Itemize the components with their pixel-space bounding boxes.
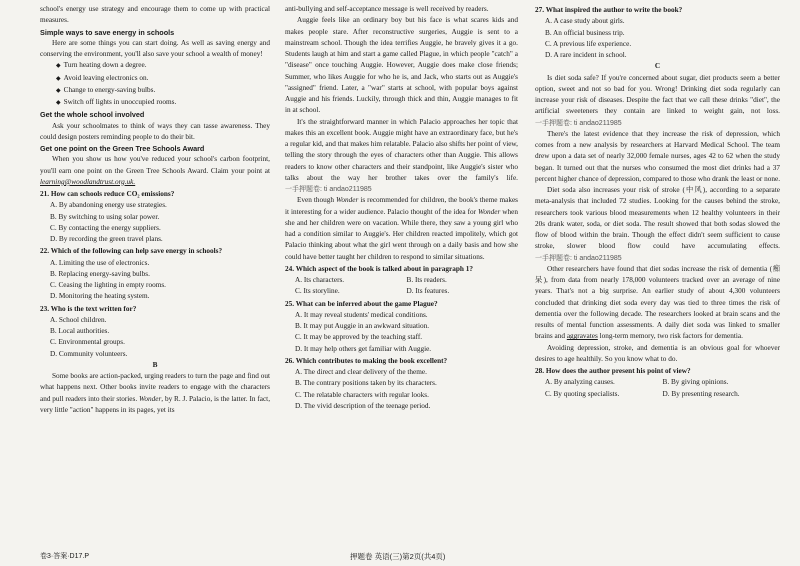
column-right bbox=[535, 4, 780, 400]
option[interactable]: D. Its features. bbox=[406, 287, 450, 296]
options-row bbox=[535, 377, 780, 388]
bullet-item: ◆ Change to energy-saving bulbs. bbox=[56, 85, 156, 94]
bullet-item: ◆ Avoid leaving electronics on. bbox=[56, 73, 149, 82]
options-row bbox=[285, 275, 518, 286]
option[interactable]: B. An official business trip. bbox=[545, 28, 625, 37]
watermark: 一手押题卷: ti andao211985 bbox=[535, 119, 622, 127]
heading-award: Get one point on the Green Tree Schools Award bbox=[40, 144, 205, 153]
option[interactable]: C. Ceasing the lighting in empty rooms. bbox=[50, 281, 166, 289]
paragraph: Other researchers have found that diet sodas increase the risk of dementia (痴呆), from data from nearly 178,000 volunteers tracked over an average of nine years. That's not a big surprise. An earlier study of about 4,300 volunteers concluded that drinking diet soda every day was tied to three times the risk of dementia over the following decade. The researchers looked at brain scans and the results of mental function assessments. A daily diet soda was linked to smaller brains and aggravates long-term memory, two risk factors for dementia. bbox=[535, 264, 780, 341]
watermark: 一手押题卷: ti andao211985 bbox=[535, 254, 622, 262]
paragraph: Auggie feels like an ordinary boy but his face is what scares kids and makes people stare. After reconstructive surgeries, Auggie is sent to a mainstream school. Though the idea terrifies Auggie, he bravely gives it a go. Students laugh at him and start a game called Plague, in which people "catch" a "disease" once touching Auggie. However, Auggie does make close friends; Summer, who likes Auggie for who he is, and Jack, who starts out as Auggie's "assigned" friend. Later, a "war" starts at school, with popular boys against Auggie and his friends. Luckily, through thick and thin, Auggie manages to fit in at school. bbox=[285, 16, 518, 115]
options-row bbox=[535, 389, 780, 400]
option[interactable]: B. By switching to using solar power. bbox=[50, 212, 160, 221]
heading-simple-ways: Simple ways to save energy in schools bbox=[40, 27, 175, 37]
option[interactable]: A. By abandoning energy use strategies. bbox=[50, 201, 167, 210]
paragraph: Diet soda also increases your risk of stroke (中风), according to a separate meta-analysis that included 72 studies. Looking for the causes behind the stroke, researchers took various blood measurements when 12 healthy volunteers in their 20s drank water, soda, or diet soda. The result showed that both sodas slowed the flow of blood within the brain. Though the effect didn't seem sufficient to cause stroke, slower blood flow could have accumulating effects. 一手押题卷: ti andao211985 bbox=[535, 186, 780, 262]
option[interactable]: B. Replacing energy-saving bulbs. bbox=[50, 269, 150, 278]
paragraph: Ask your schoolmates to think of ways they can tasse awareness. They could design posters reminding people to do their bit. bbox=[40, 121, 270, 141]
question-24: 24. Which aspect of the book is talked about in paragraph 1? bbox=[285, 264, 473, 273]
option[interactable]: D. The vivid description of the teenage period. bbox=[295, 401, 431, 410]
paragraph: Is diet soda safe? If you're concerned about sugar, diet products seem a better option, sweet and not so bad for you. Wrong! Drinking diet soda regularly can increase your risk of diseases. Despite the fact that we call these drinks "diet", the artificial sweeteners they contain are linked to weight gain, not loss. 一手押题卷: ti andao211985 bbox=[535, 73, 780, 127]
section-b-label: B bbox=[152, 360, 158, 369]
question-25: 25. What can be inferred about the game Plague? bbox=[285, 299, 438, 308]
option[interactable]: C. By contacting the energy suppliers. bbox=[50, 223, 161, 232]
paragraph: Avoiding depression, stroke, and dementia is an obvious goal for whoever desires to age healthily. So you know what to do. bbox=[535, 343, 780, 363]
option[interactable]: A. The direct and clear delivery of the theme. bbox=[295, 368, 427, 376]
paragraph: When you show us how you've reduced your school's carbon footprint, you'll earn one point on the Green Tree Schools Award. Claim your point at learning@woodlandtrust.org.uk. bbox=[40, 155, 270, 186]
paragraph: Here are some things you can start doing. As well as saving energy and conserving the environment, you'll also save your school a wealth of money! bbox=[40, 38, 270, 58]
paragraph: There's the latest evidence that they increase the risk of depression, which comes from a new analysis by researchers at Harvard Medical School. The team drew upon a data set of nearly 32,000 female nurses, ages 42 to 62 when the study began. It turned out that the nurses who consumed the most diet drinks had a 37 percent higher chance of depression, compared to those who drank the least or none. bbox=[535, 129, 781, 183]
option[interactable]: D. A rare incident in school. bbox=[545, 51, 627, 59]
intro-text: school's energy use strategy and encourage them to come up with practical measures. bbox=[40, 5, 270, 25]
question-28: 28. How does the author present his point of view? bbox=[535, 367, 691, 375]
option[interactable]: A. A case study about girls. bbox=[545, 17, 625, 26]
option[interactable]: A. It may reveal students' medical conditions. bbox=[295, 310, 428, 319]
paragraph: Some books are action-packed, urging readers to turn the page and find out what happens next. Other books invite readers to engage with the characters and pull readers into their stories. Wonder, by R. J. Palacio, is the latter. In fact, very little "action" happens in its pages, yet its bbox=[40, 372, 271, 414]
question-21: 21. How can schools reduce CO₂ emissions? bbox=[40, 190, 175, 198]
column-left bbox=[40, 4, 270, 416]
option[interactable]: A. By analyzing causes. bbox=[545, 378, 615, 387]
option[interactable]: B. Local authorities. bbox=[50, 327, 110, 335]
question-27: 27. What inspired the author to write the book? bbox=[535, 6, 683, 14]
options-row bbox=[285, 286, 518, 297]
option[interactable]: B. Its readers. bbox=[406, 276, 447, 284]
option[interactable]: A. Its characters. bbox=[295, 276, 345, 284]
option[interactable]: D. Community volunteers. bbox=[50, 349, 128, 358]
paragraph: It's the straightforward manner in which Palacio approaches her topic that makes this an excellent book. Auggie might have an extraordinary face, but he's a regular kid, and that makes him relatable. Palacio also shifts her point of view, telling the story through the eyes of characters other than Auggie. This allows readers to know other characters and their standpoint, like Auggie's sister who talks about the way her brother takes over the family's life. 一手押题卷: ti andao211985 bbox=[285, 117, 518, 193]
option[interactable]: C. It may be approved by the teaching staff. bbox=[295, 333, 423, 342]
option[interactable]: C. By quoting specialists. bbox=[545, 389, 620, 398]
option[interactable]: A. Limiting the use of electronics. bbox=[50, 258, 150, 267]
option[interactable]: B. By giving opinions. bbox=[662, 378, 729, 387]
option[interactable]: C. A previous life experience. bbox=[545, 39, 632, 48]
column-middle bbox=[285, 4, 518, 412]
paragraph: anti-bullying and self-acceptance message is well received by readers. bbox=[285, 5, 489, 13]
option[interactable]: D. By presenting research. bbox=[662, 389, 740, 398]
paragraph: Even though Wonder is recommended for children, the book's theme makes it interesting for a wider audience. Palacio thought of the idea for Wonder when she and her children were on vacation. While there, they saw a young girl who had a condition similar to Auggie's. Her children reacted impolitely, which got Palacio thinking about what the girl went through on a daily basis and how she could have better taught her children to respond to similar situations. bbox=[285, 196, 518, 261]
option[interactable]: C. Environmental groups. bbox=[50, 338, 125, 347]
option[interactable]: B. The contrary positions taken by its characters. bbox=[295, 379, 437, 388]
diamond-bullet-icon: ◆ bbox=[56, 87, 61, 94]
option[interactable]: D. Monitoring the heating system. bbox=[50, 292, 150, 301]
bullet-item: ◆ Turn heating down a degree. bbox=[56, 61, 147, 70]
option[interactable]: C. The relatable characters with regular looks. bbox=[295, 390, 429, 399]
footer-page-number: 押题卷 英语(三)第2页(共4页) bbox=[350, 552, 446, 561]
option[interactable]: D. By recording the green travel plans. bbox=[50, 235, 163, 243]
bullet-item: ◆ Switch off lights in unoccupied rooms. bbox=[56, 98, 177, 106]
option[interactable]: A. School children. bbox=[50, 315, 107, 324]
heading-whole-school: Get the whole school involved bbox=[40, 110, 145, 120]
diamond-bullet-icon: ◆ bbox=[56, 63, 61, 70]
option[interactable]: B. It may put Auggie in an awkward situation. bbox=[295, 322, 430, 330]
diamond-bullet-icon: ◆ bbox=[56, 75, 61, 82]
footer-code: 卷3·答案·D17.P bbox=[40, 553, 90, 560]
section-c-label: C bbox=[654, 62, 661, 71]
diamond-bullet-icon: ◆ bbox=[56, 100, 61, 106]
option[interactable]: C. Its storyline. bbox=[295, 287, 340, 296]
option[interactable]: D. It may help others get familiar with Auggie. bbox=[295, 344, 432, 353]
watermark: 一手押题卷: ti andao211985 bbox=[285, 186, 372, 193]
question-22: 22. Which of the following can help save energy in schools? bbox=[40, 247, 223, 256]
question-26: 26. Which contributes to making the book excellent? bbox=[285, 356, 448, 365]
email-link[interactable]: learning@woodlandtrust.org.uk. bbox=[40, 177, 136, 186]
question-23: 23. Who is the text written for? bbox=[40, 304, 137, 313]
